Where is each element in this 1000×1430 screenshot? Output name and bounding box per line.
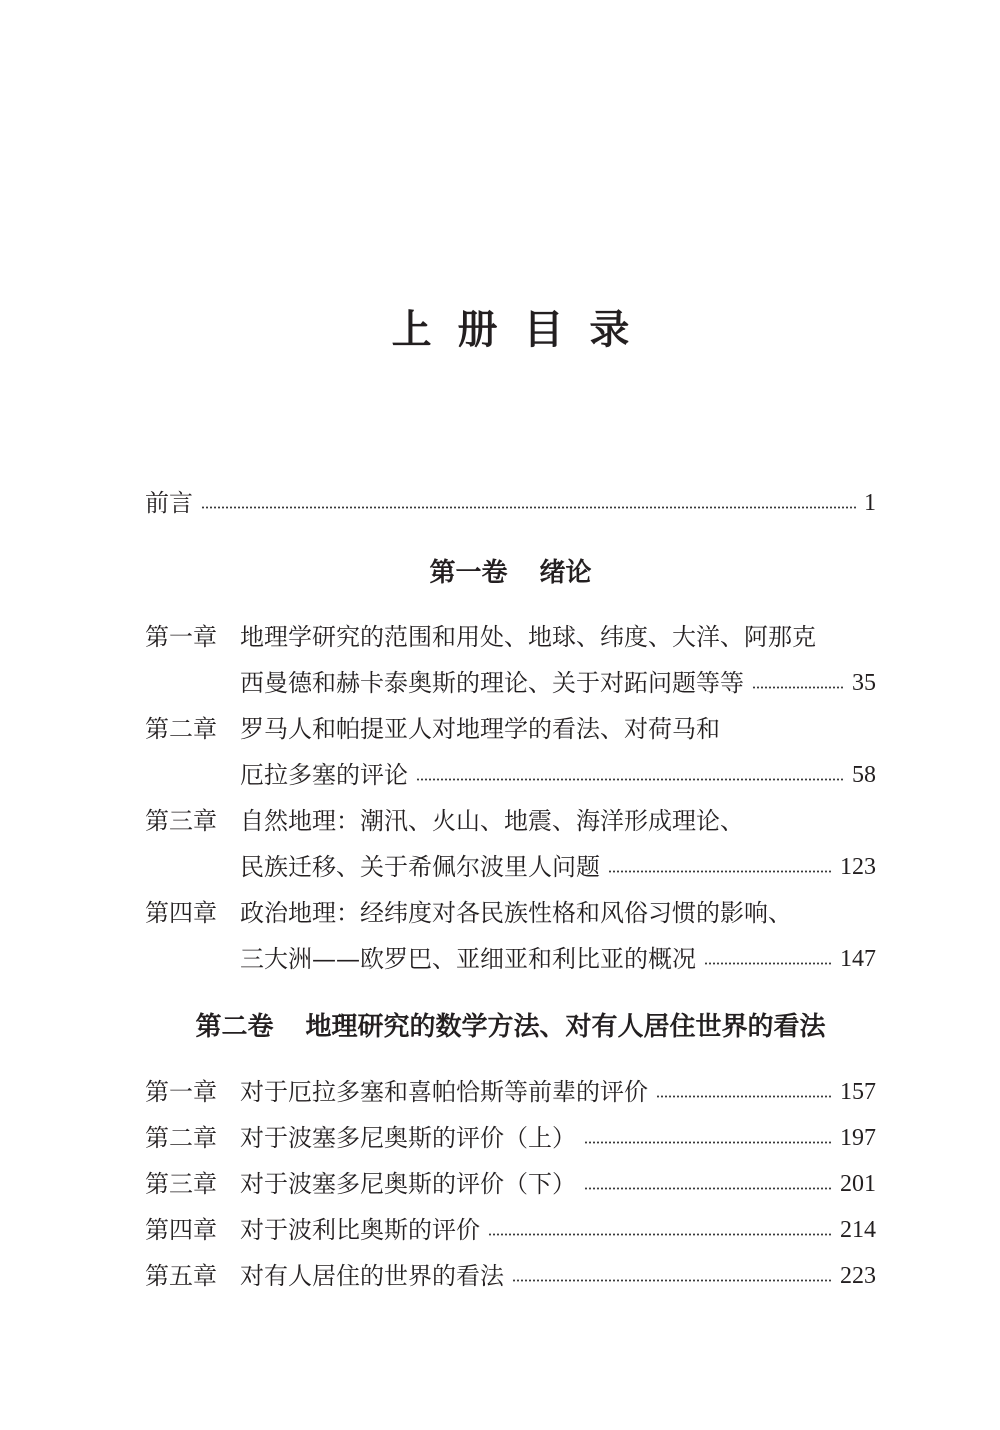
chapter-entry [145, 706, 876, 798]
volume-chapter-list [145, 614, 876, 982]
dot-leader [488, 1233, 833, 1236]
volume-number: 第二卷 [195, 1012, 274, 1042]
dot-leader [512, 1279, 833, 1282]
chapter-entry [145, 1207, 876, 1253]
page-number: 197 [840, 1125, 876, 1151]
chapter-line [145, 706, 876, 752]
chapter-line [145, 752, 876, 798]
chapter-label: 第四章 [145, 899, 217, 927]
chapter-label: 第五章 [145, 1262, 217, 1290]
chapter-label: 第二章 [145, 1124, 217, 1152]
chapter-line [145, 614, 876, 660]
chapter-label: 第二章 [145, 715, 217, 743]
chapter-title-line: 三大洲——欧罗巴、亚细亚和利比亚的概况 [240, 945, 696, 973]
dot-leader [584, 1187, 833, 1190]
chapter-entry [145, 1069, 876, 1115]
chapter-title-line: 对于波塞多尼奥斯的评价（下） [240, 1170, 576, 1198]
chapter-label: 第一章 [145, 1078, 217, 1106]
page-number: 1 [864, 490, 876, 516]
chapter-line [145, 936, 876, 982]
chapter-title-line: 民族迁移、关于希佩尔波里人问题 [240, 853, 600, 881]
dot-leader [608, 870, 833, 873]
dot-leader [201, 506, 857, 509]
volume-number: 第一卷 [429, 558, 508, 588]
volume-chapter-list [145, 1069, 876, 1299]
dot-leader [416, 778, 845, 781]
volume-title: 绪论 [539, 558, 592, 588]
page-number: 201 [840, 1171, 876, 1197]
chapter-title-line: 对有人居住的世界的看法 [240, 1262, 504, 1290]
table-of-contents [145, 480, 876, 1299]
chapter-label: 第三章 [145, 807, 217, 835]
dot-leader [752, 686, 845, 689]
chapter-title-line: 对于厄拉多塞和喜帕恰斯等前辈的评价 [240, 1078, 648, 1106]
chapter-line [145, 890, 876, 936]
chapter-entry [145, 1253, 876, 1299]
chapter-title-line: 自然地理：潮汛、火山、地震、海洋形成理论、 [240, 807, 744, 835]
chapter-title-line: 政治地理：经纬度对各民族性格和风俗习惯的影响、 [240, 899, 792, 927]
page-number: 123 [840, 854, 876, 880]
toc-entry-preface [145, 480, 876, 526]
chapter-line [145, 660, 876, 706]
chapter-title-line: 对于波利比奥斯的评价 [240, 1216, 480, 1244]
chapter-label: 第一章 [145, 623, 217, 651]
chapter-title-line: 罗马人和帕提亚人对地理学的看法、对荷马和 [240, 715, 720, 743]
page-number: 223 [840, 1263, 876, 1289]
chapter-entry [145, 1115, 876, 1161]
page-title: 上 册 目 录 [391, 307, 636, 353]
page-number: 35 [852, 670, 876, 696]
volume-heading [145, 1004, 876, 1050]
dot-leader [704, 962, 833, 965]
preface-label: 前言 [145, 489, 193, 517]
chapter-entry [145, 1161, 876, 1207]
chapter-entry [145, 614, 876, 706]
volume-title: 地理研究的数学方法、对有人居住世界的看法 [305, 1012, 826, 1042]
dot-leader [584, 1141, 833, 1144]
chapter-title-line: 厄拉多塞的评论 [240, 761, 408, 789]
page-number: 157 [840, 1079, 876, 1105]
chapter-entry [145, 890, 876, 982]
page-number: 58 [852, 762, 876, 788]
chapter-entry [145, 798, 876, 890]
chapter-title-line: 西曼德和赫卡泰奥斯的理论、关于对跖问题等等 [240, 669, 744, 697]
chapter-line [145, 844, 876, 890]
chapter-title-line: 对于波塞多尼奥斯的评价（上） [240, 1124, 576, 1152]
chapter-line [145, 798, 876, 844]
chapter-label: 第四章 [145, 1216, 217, 1244]
chapter-title-line: 地理学研究的范围和用处、地球、纬度、大洋、阿那克 [240, 623, 816, 651]
dot-leader [656, 1095, 833, 1098]
chapter-label: 第三章 [145, 1170, 217, 1198]
page-number: 214 [840, 1217, 876, 1243]
page-number: 147 [840, 946, 876, 972]
volume-heading [145, 550, 876, 596]
